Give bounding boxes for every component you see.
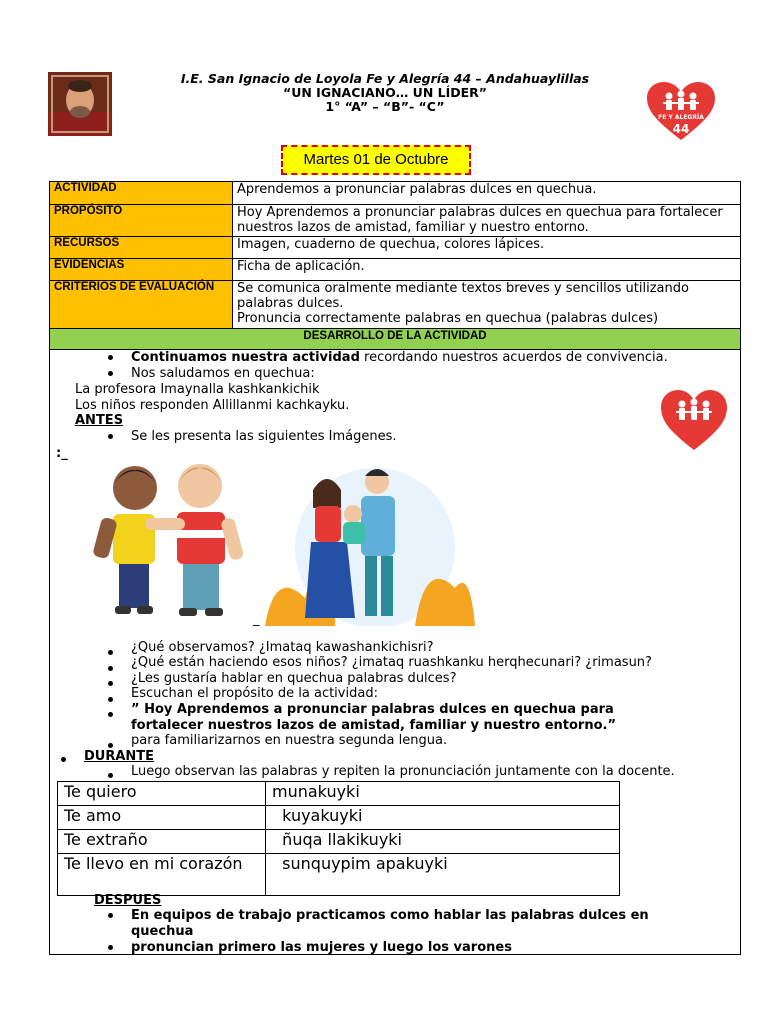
- label-proposito: PROPÓSITO: [50, 205, 233, 237]
- bullet: [108, 945, 113, 950]
- purpose-line-1: ” Hoy Aprendemos a pronunciar palabras dulces en quechua para: [131, 702, 614, 717]
- word-spanish: Te llevo en mi corazón: [58, 854, 266, 896]
- word-quechua: sunquypim apakuyki: [266, 854, 620, 896]
- logo-number: 44: [672, 122, 690, 136]
- fe-y-alegria-logo: [645, 80, 717, 142]
- bullet: [108, 743, 113, 748]
- school-name: I.E. San Ignacio de Loyola Fe y Alegría 44 – Andahuaylillas: [180, 71, 590, 86]
- question-3: ¿Les gustaría hablar en quechua palabras dulces?: [131, 671, 457, 686]
- word-spanish: Te amo: [58, 806, 266, 830]
- bullet: [108, 650, 113, 655]
- bullet: [108, 666, 113, 671]
- heading-durante: DURANTE: [84, 749, 155, 764]
- friends-illustration: [85, 458, 475, 626]
- dash-mark: _: [253, 612, 260, 627]
- question-1: ¿Qué observamos? ¿Imataq kawashankichisri?: [131, 640, 434, 655]
- illustrations: [85, 458, 475, 626]
- bullet: [108, 681, 113, 686]
- bullet: [108, 913, 113, 918]
- despues-line-1b: quechua: [131, 924, 194, 939]
- question-2: ¿Qué están haciendo esos niños? ¿imataq ruashkanku herqhecunari? ¿rimasun?: [131, 655, 652, 670]
- development-header: DESARROLLO DE LA ACTIVIDAD: [50, 329, 741, 350]
- word-quechua: munakuyki: [266, 782, 620, 806]
- sweet-words-table: [57, 781, 620, 896]
- question-6: para familiarizarnos en nuestra segunda lengua.: [131, 733, 448, 748]
- family-illustration: [265, 468, 475, 626]
- continuamos-rest: recordando nuestros acuerdos de convivencia.: [359, 350, 668, 365]
- content-line-1: [131, 350, 668, 365]
- boys-hugging: [92, 464, 244, 616]
- continuamos-bold: Continuamos nuestra actividad: [131, 350, 360, 365]
- content-line-2: Nos saludamos en quechua:: [131, 366, 315, 381]
- word-spanish: Te extraño: [58, 830, 266, 854]
- value-proposito: Hoy Aprendemos a pronunciar palabras dulces en quechua para fortalecer nuestros lazos de amistad, familiar y nuestro entorno.: [233, 205, 741, 237]
- value-recursos: Imagen, cuaderno de quechua, colores lápices.: [233, 237, 741, 259]
- plan-table: [49, 181, 741, 350]
- label-recursos: RECURSOS: [50, 237, 233, 259]
- value-actividad: Aprendemos a pronunciar palabras dulces en quechua.: [233, 182, 741, 205]
- bullet: [108, 773, 113, 778]
- word-spanish: Te quiero: [58, 782, 266, 806]
- label-criterios: CRITERIOS DE EVALUACIÓN: [50, 281, 233, 329]
- criterio-1: Se comunica oralmente mediante textos breves y sencillos utilizando palabras dulces.: [237, 281, 689, 311]
- content-line-5: Se les presenta las siguientes Imágenes.: [131, 429, 397, 444]
- word-quechua: kuyakuyki: [266, 806, 620, 830]
- fe-y-alegria-logo-small: [660, 388, 728, 452]
- question-4: Escuchan el propósito de la actividad:: [131, 686, 378, 701]
- saint-portrait: [48, 72, 112, 136]
- logo-caption: FE Y ALEGRÍA: [658, 114, 704, 121]
- grades: 1° “A” – “B”- “C”: [325, 99, 445, 114]
- content-line-3: La profesora Imaynalla kashkankichik: [75, 382, 320, 397]
- despues-line-1: En equipos de trabajo practicamos como hablar las palabras dulces en: [131, 908, 649, 923]
- label-evidencias: EVIDENCIAS: [50, 259, 233, 281]
- bullet: [108, 434, 113, 439]
- purpose-line-2: fortalecer nuestros lazos de amistad, familiar y nuestro entorno.”: [131, 718, 617, 733]
- school-motto: “UN IGNACIANO… UN LÍDER”: [283, 85, 487, 100]
- heading-despues: DESPUES: [94, 893, 162, 908]
- bullet: [108, 355, 113, 360]
- colon-mark: :_: [56, 446, 68, 461]
- bullet: [61, 757, 66, 762]
- word-quechua: ñuqa llakikuyki: [266, 830, 620, 854]
- heading-antes: ANTES: [75, 413, 124, 428]
- content-line-4: Los niños responden Allillanmi kachkayku.: [75, 398, 350, 413]
- content-line-6: Luego observan las palabras y repiten la pronunciación juntamente con la docente.: [131, 764, 675, 779]
- criterio-2: Pronuncia correctamente palabras en quechua (palabras dulces): [237, 311, 659, 326]
- value-criterios: [233, 281, 741, 329]
- label-actividad: ACTIVIDAD: [50, 182, 233, 205]
- bullet: [108, 697, 113, 702]
- date-banner: Martes 01 de Octubre: [281, 145, 471, 175]
- despues-line-2: pronuncian primero las mujeres y luego los varones: [131, 940, 512, 955]
- value-evidencias: Ficha de aplicación.: [233, 259, 741, 281]
- bullet: [108, 371, 113, 376]
- bullet: [108, 712, 113, 717]
